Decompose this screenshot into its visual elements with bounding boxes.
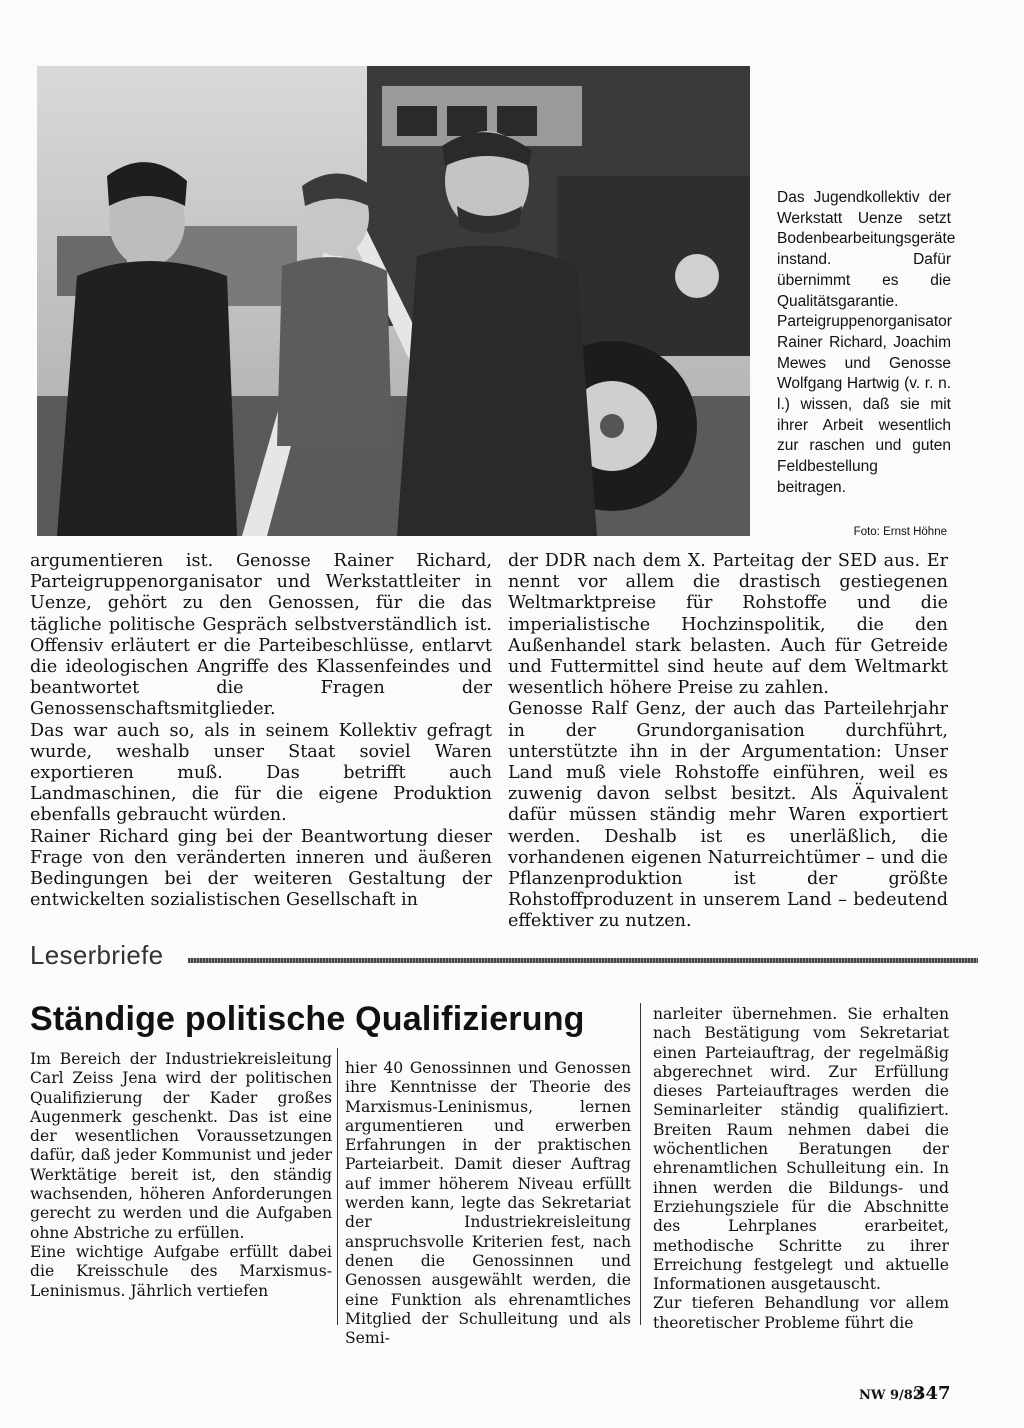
paragraph: der DDR nach dem X. Parteitag der SED aus. Er nennt vor allem die drastisch gestiegenen Weltmarktpreise für Rohstoffe und die imperialistische Hochzinspolitik, die den Außenhandel stark belasten. Auch für Getreide und Futtermittel sind heute auf dem Weltmarkt wesentlich höhere Preise zu zahlen. <box>508 551 948 699</box>
article-photo <box>37 66 750 536</box>
paragraph: argumentieren ist. Genosse Rainer Richard, Parteigruppenorganisator und Werkstattleiter in Uenze, gehört zu den Genossen, für die das tägliche politische Gespräch selbstverständlich ist. Offensiv erläutert er die Parteibeschlüsse, entlarvt die ideologischen Angriffe des Klassenfeindes und beantwortet die Fragen der Genossenschaftsmitglieder. <box>30 551 492 720</box>
section-rubric <box>30 940 950 974</box>
column-divider <box>337 1048 338 1325</box>
paragraph: narleiter übernehmen. Sie erhalten nach Bestätigung vom Sekretariat einen Parteiauftrag, der regelmäßig abgerechnet wird. Zur Erfüllung dieses Parteiauftrages werden die Seminarleiter ständig qualifiziert. Breiten Raum nehmen dabei die wöchentlichen Beratungen der ehrenamtlichen Schulleitung ein. In ihnen werden die Bildungs- und Erziehungsziele für die Abschnitte des Lehrplanes erarbeitet, methodische Schritte zu ihrer Erreichung festgelegt und aktuelle Informationen ausgetauscht. <box>653 1005 949 1294</box>
paragraph: Zur tieferen Behandlung vor allem theoretischer Probleme führt die <box>653 1294 949 1332</box>
lower-article-column-2 <box>345 1059 631 1348</box>
rubric-label: Leserbriefe <box>30 940 164 970</box>
column-divider <box>640 1003 641 1325</box>
rubric-rule <box>188 958 978 963</box>
paragraph: Das war auch so, als in seinem Kollektiv gefragt wurde, weshalb unser Staat soviel Waren exportieren muß. Das betrifft auch Landmaschinen, die für die eigene Produktion ebenfalls gebraucht würden. <box>30 720 492 826</box>
upper-article-column-2 <box>508 551 948 933</box>
lower-article-column-3 <box>653 1005 949 1333</box>
paragraph: Im Bereich der Industriekreisleitung Carl Zeiss Jena wird der politischen Qualifizierung der Kader großes Augenmerk geschenkt. Das ist eine der wesentlichen Voraussetzungen dafür, daß jeder Kommunist und jeder Werktätige bereit ist, den ständig wachsenden, höheren Anforderungen gerecht zu werden und die Aufgaben ohne Abstriche zu erfüllen. <box>30 1050 332 1242</box>
photo-caption-text: Das Jugendkollektiv der Werkstatt Uenze setzt Bodenbearbeitungsgeräte instand. Dafür übernimmt es die Qualitätsgarantie. Parteigruppenorganisator Rainer Richard, Joachim Mewes und Genosse Wolfgang Hartwig (v. r. n. l.) wissen, daß sie mit ihrer Arbeit wesentlich zur raschen und guten Feldbestellung beitragen. <box>777 189 956 496</box>
lower-article-column-1 <box>30 1050 332 1301</box>
paragraph: Eine wichtige Aufgabe erfüllt dabei die Kreisschule des Marxismus-Leninismus. Jährlich vertiefen <box>30 1242 332 1300</box>
page-number: 347 <box>913 1383 951 1404</box>
photo-illustration <box>37 66 750 536</box>
issue-number: NW 9/82 <box>859 1388 922 1403</box>
photo-credit: Foto: Ernst Höhne <box>853 526 947 538</box>
paragraph: hier 40 Genossinnen und Genossen ihre Kenntnisse der Theorie des Marxismus-Leninismus, lernen argumentieren und erwerben Erfahrungen in der praktischen Parteiarbeit. Damit dieser Auftrag auf immer höherem Niveau erfüllt werden kann, legte das Sekretariat der Industriekreisleitung anspruchsvolle Kriterien fest, nach denen die Genossinnen und Genossen ausgewählt werden, die eine Funktion als ehrenamtliches Mitglied der Schulleitung und als Semi- <box>345 1059 631 1348</box>
photo-caption <box>777 188 956 499</box>
paragraph: Rainer Richard ging bei der Beantwortung dieser Frage von den veränderten inneren und äußeren Bedingungen bei der weiteren Gestaltung der entwickelten sozialistischen Gesellschaft in <box>30 826 492 911</box>
upper-article-column-1 <box>30 551 492 911</box>
paragraph: Genosse Ralf Genz, der auch das Parteilehrjahr in der Grundorganisation durchführt, unterstützte ihn in der Argumentation: Unser Land muß viele Rohstoffe einführen, weil es zuwenig davon selbst besitzt. Als Äquivalent dafür müssen ständig mehr Waren exportiert werden. Deshalb ist es unerläßlich, die vorhandenen eigenen Naturreichtümer – und die Pflanzenproduktion ist der größte Rohstoffproduzent in unserem Land – bedeutend effektiver zu nutzen. <box>508 699 948 932</box>
article-headline: Ständige politische Qualifizierung <box>30 1000 585 1038</box>
